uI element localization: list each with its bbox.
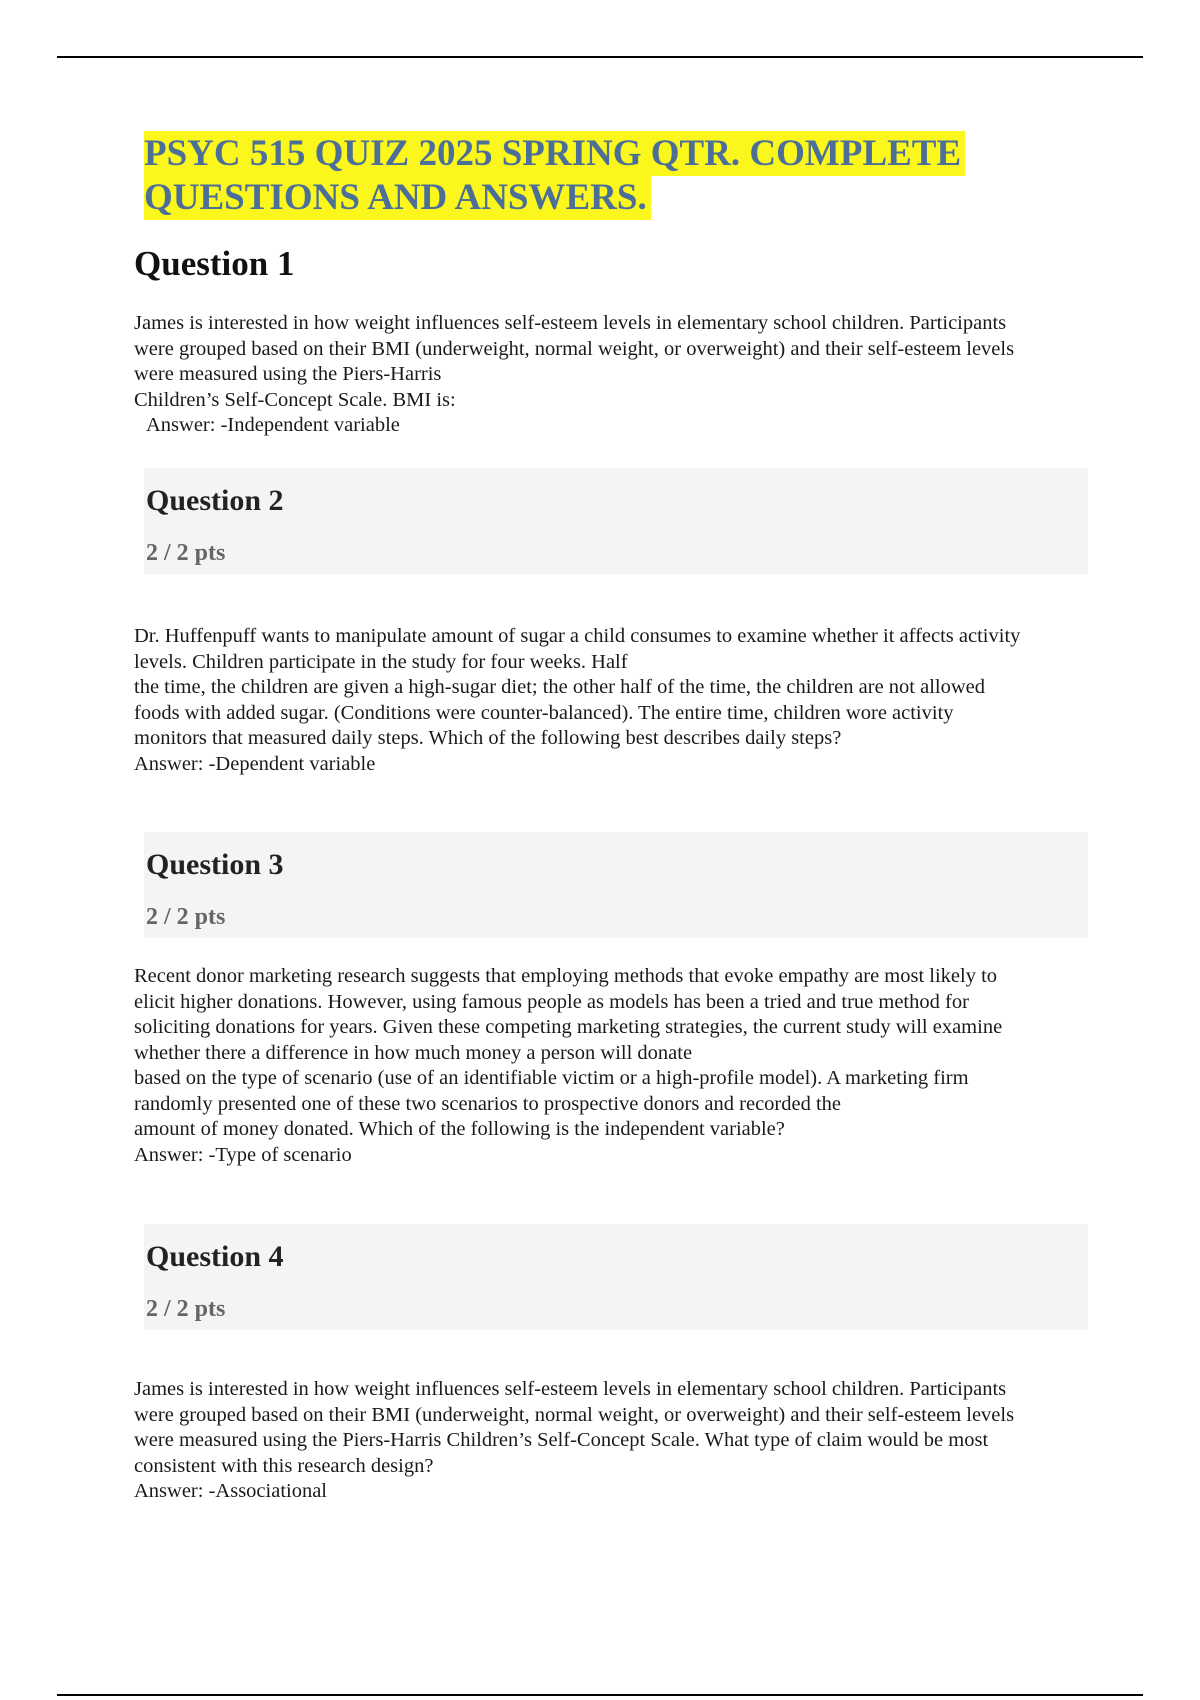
question-3-line: elicit higher donations. However, using famous people as models has been a tried and true method for [134, 990, 969, 1013]
question-2-header-box [144, 468, 1088, 574]
question-1-line: James is interested in how weight influences self-esteem levels in elementary school children. Participants [134, 312, 1007, 334]
question-3-line: Recent donor marketing research suggests that employing methods that evoke empathy are most likely to [134, 965, 998, 987]
title-line-1: PSYC 515 QUIZ 2025 SPRING QTR. COMPLETE [144, 133, 962, 174]
question-3-body [134, 964, 1114, 1168]
question-4-line: James is interested in how weight influences self-esteem levels in elementary school children. Participants [134, 1378, 1007, 1400]
question-3-line: soliciting donations for years. Given these competing marketing strategies, the current study will examine [134, 1016, 1003, 1038]
question-2-heading: Question 2 [146, 484, 284, 517]
question-3-points: 2 / 2 pts [146, 904, 226, 930]
question-2-points: 2 / 2 pts [146, 540, 226, 566]
bottom-rule [57, 1694, 1143, 1696]
question-1-body [134, 311, 1114, 439]
question-3-line: whether there a difference in how much money a person will donate [134, 1041, 693, 1064]
question-2-answer: Answer: -Dependent variable [134, 752, 376, 775]
question-2-body [134, 624, 1114, 777]
question-1-answer: Answer: -Independent variable [146, 414, 400, 436]
document-title [144, 132, 964, 220]
question-2-line: monitors that measured daily steps. Which of the following best describes daily steps? [134, 727, 842, 749]
top-rule [57, 56, 1143, 58]
question-3-line: based on the type of scenario (use of an identifiable victim or a high-profile model). A marketing firm [134, 1067, 969, 1089]
question-4-line: were grouped based on their BMI (underweight, normal weight, or overweight) and their self-esteem levels [134, 1403, 1015, 1426]
question-1-line: were measured using the Piers-Harris [134, 363, 442, 385]
question-3-line: randomly presented one of these two scenarios to prospective donors and recorded the [134, 1092, 842, 1115]
question-1-line: were grouped based on their BMI (underweight, normal weight, or overweight) and their self-esteem levels [134, 337, 1015, 360]
question-4-header-box [144, 1224, 1088, 1330]
question-2-line: Dr. Huffenpuff wants to manipulate amount of sugar a child consumes to examine whether it affects activity [134, 625, 1021, 647]
question-3-header-box [144, 832, 1088, 938]
question-4-line: consistent with this research design? [134, 1454, 434, 1477]
question-4-line: were measured using the Piers-Harris Children’s Self-Concept Scale. What type of claim would be most [134, 1429, 989, 1451]
question-2-line: the time, the children are given a high-sugar diet; the other half of the time, the children are not allowed [134, 676, 986, 698]
question-3-answer: Answer: -Type of scenario [134, 1143, 352, 1166]
question-4-body [134, 1377, 1114, 1505]
question-2-line: foods with added sugar. (Conditions were counter-balanced). The entire time, children wore activity [134, 701, 954, 724]
question-1-heading: Question 1 [134, 244, 295, 283]
question-2-line: levels. Children participate in the study for four weeks. Half [134, 650, 628, 673]
question-4-heading: Question 4 [146, 1240, 284, 1273]
question-1-line: Children’s Self-Concept Scale. BMI is: [134, 388, 456, 411]
question-3-line: amount of money donated. Which of the following is the independent variable? [134, 1118, 785, 1140]
question-4-answer: Answer: -Associational [134, 1480, 327, 1502]
title-highlight [144, 131, 965, 220]
title-line-2: QUESTIONS AND ANSWERS. [144, 177, 647, 218]
question-3-heading: Question 3 [146, 848, 284, 881]
question-4-points: 2 / 2 pts [146, 1296, 226, 1322]
